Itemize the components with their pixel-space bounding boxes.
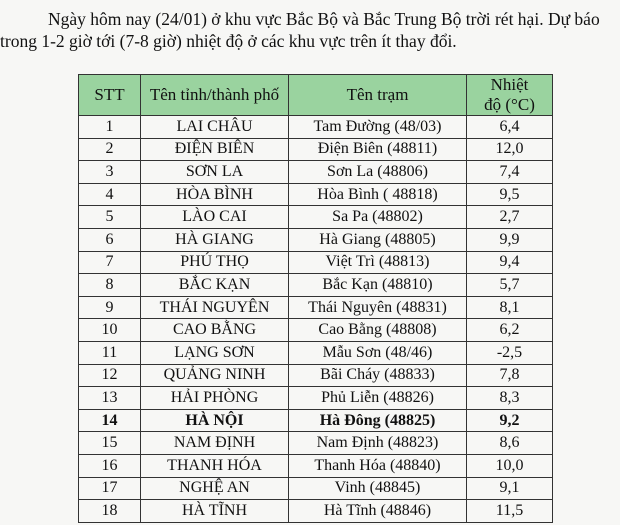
header-city: Tên tỉnh/thành phố [141, 75, 289, 116]
stt-cell: 13 [79, 387, 141, 410]
temperature-cell: 12,0 [467, 138, 553, 161]
station-cell: Sơn La (48806) [289, 161, 467, 184]
city-cell: LAI CHÂU [141, 116, 289, 139]
city-cell: SƠN LA [141, 161, 289, 184]
temperature-cell: 9,2 [467, 409, 553, 432]
header-temperature-line2: độ (°C) [484, 95, 535, 114]
stt-cell: 14 [79, 409, 141, 432]
temperature-cell: 7,4 [467, 161, 553, 184]
header-stt: STT [79, 75, 141, 116]
stt-cell: 1 [79, 116, 141, 139]
temperature-cell: -2,5 [467, 341, 553, 364]
station-cell: Thái Nguyên (48831) [289, 296, 467, 319]
station-cell: Sa Pa (48802) [289, 206, 467, 229]
table-row [79, 364, 553, 387]
stt-cell: 16 [79, 454, 141, 477]
table-header-row [79, 75, 553, 116]
station-cell: Phủ Liễn (48826) [289, 387, 467, 410]
table-row [79, 206, 553, 229]
city-cell: PHÚ THỌ [141, 251, 289, 274]
stt-cell: 17 [79, 477, 141, 500]
temperature-table [78, 74, 553, 523]
stt-cell: 6 [79, 228, 141, 251]
city-cell: HÀ GIANG [141, 228, 289, 251]
city-cell: LẠNG SƠN [141, 341, 289, 364]
city-cell: HÒA BÌNH [141, 183, 289, 206]
city-cell: CAO BẰNG [141, 319, 289, 342]
temperature-cell: 10,0 [467, 454, 553, 477]
city-cell: THANH HÓA [141, 454, 289, 477]
table-body [79, 116, 553, 523]
stt-cell: 8 [79, 274, 141, 297]
header-temperature-line1: Nhiệt [490, 75, 529, 94]
table-row [79, 228, 553, 251]
temperature-cell: 9,1 [467, 477, 553, 500]
table-row [79, 409, 553, 432]
table-row [79, 432, 553, 455]
stt-cell: 3 [79, 161, 141, 184]
station-cell: Bãi Cháy (48833) [289, 364, 467, 387]
table-row [79, 251, 553, 274]
table-row [79, 500, 553, 523]
table-row [79, 387, 553, 410]
header-station: Tên trạm [289, 75, 467, 116]
intro-line-1: Ngày hôm nay (24/01) ở khu vực Bắc Bộ và Bắc Trung Bộ trời rét hại. Dự báo [48, 9, 600, 29]
station-cell: Hà Đông (48825) [289, 409, 467, 432]
station-cell: Hà Giang (48805) [289, 228, 467, 251]
stt-cell: 10 [79, 319, 141, 342]
temperature-cell: 6,4 [467, 116, 553, 139]
city-cell: BẮC KẠN [141, 274, 289, 297]
temperature-cell: 8,3 [467, 387, 553, 410]
intro-paragraph [0, 8, 612, 52]
intro-line-2: trong 1-2 giờ tới (7-8 giờ) nhiệt độ ở các khu vực trên ít thay đổi. [0, 31, 457, 51]
table-row [79, 116, 553, 139]
temperature-cell: 6,2 [467, 319, 553, 342]
station-cell: Nam Định (48823) [289, 432, 467, 455]
station-cell: Việt Trì (48813) [289, 251, 467, 274]
table-row [79, 319, 553, 342]
station-cell: Điện Biên (48811) [289, 138, 467, 161]
temperature-cell: 8,6 [467, 432, 553, 455]
station-cell: Bắc Kạn (48810) [289, 274, 467, 297]
temperature-cell: 7,8 [467, 364, 553, 387]
city-cell: ĐIỆN BIÊN [141, 138, 289, 161]
stt-cell: 2 [79, 138, 141, 161]
temperature-cell: 9,5 [467, 183, 553, 206]
temperature-cell: 8,1 [467, 296, 553, 319]
city-cell: HÀ TĨNH [141, 500, 289, 523]
table-row [79, 296, 553, 319]
city-cell: NAM ĐỊNH [141, 432, 289, 455]
station-cell: Tam Đường (48/03) [289, 116, 467, 139]
header-temperature [467, 75, 553, 116]
city-cell: HÀ NỘI [141, 409, 289, 432]
city-cell: NGHỆ AN [141, 477, 289, 500]
table-row [79, 274, 553, 297]
table-row [79, 138, 553, 161]
station-cell: Cao Bằng (48808) [289, 319, 467, 342]
temperature-cell: 2,7 [467, 206, 553, 229]
table-row [79, 161, 553, 184]
city-cell: HẢI PHÒNG [141, 387, 289, 410]
temperature-cell: 9,4 [467, 251, 553, 274]
station-cell: Vinh (48845) [289, 477, 467, 500]
station-cell: Hòa Bình ( 48818) [289, 183, 467, 206]
table-row [79, 477, 553, 500]
stt-cell: 7 [79, 251, 141, 274]
temperature-cell: 5,7 [467, 274, 553, 297]
table-row [79, 454, 553, 477]
station-cell: Hà Tĩnh (48846) [289, 500, 467, 523]
stt-cell: 9 [79, 296, 141, 319]
station-cell: Mẫu Sơn (48/46) [289, 341, 467, 364]
stt-cell: 4 [79, 183, 141, 206]
stt-cell: 18 [79, 500, 141, 523]
table-row [79, 183, 553, 206]
stt-cell: 5 [79, 206, 141, 229]
station-cell: Thanh Hóa (48840) [289, 454, 467, 477]
city-cell: QUẢNG NINH [141, 364, 289, 387]
city-cell: LÀO CAI [141, 206, 289, 229]
temperature-cell: 11,5 [467, 500, 553, 523]
table-row [79, 341, 553, 364]
stt-cell: 11 [79, 341, 141, 364]
temperature-cell: 9,9 [467, 228, 553, 251]
city-cell: THÁI NGUYÊN [141, 296, 289, 319]
stt-cell: 15 [79, 432, 141, 455]
stt-cell: 12 [79, 364, 141, 387]
